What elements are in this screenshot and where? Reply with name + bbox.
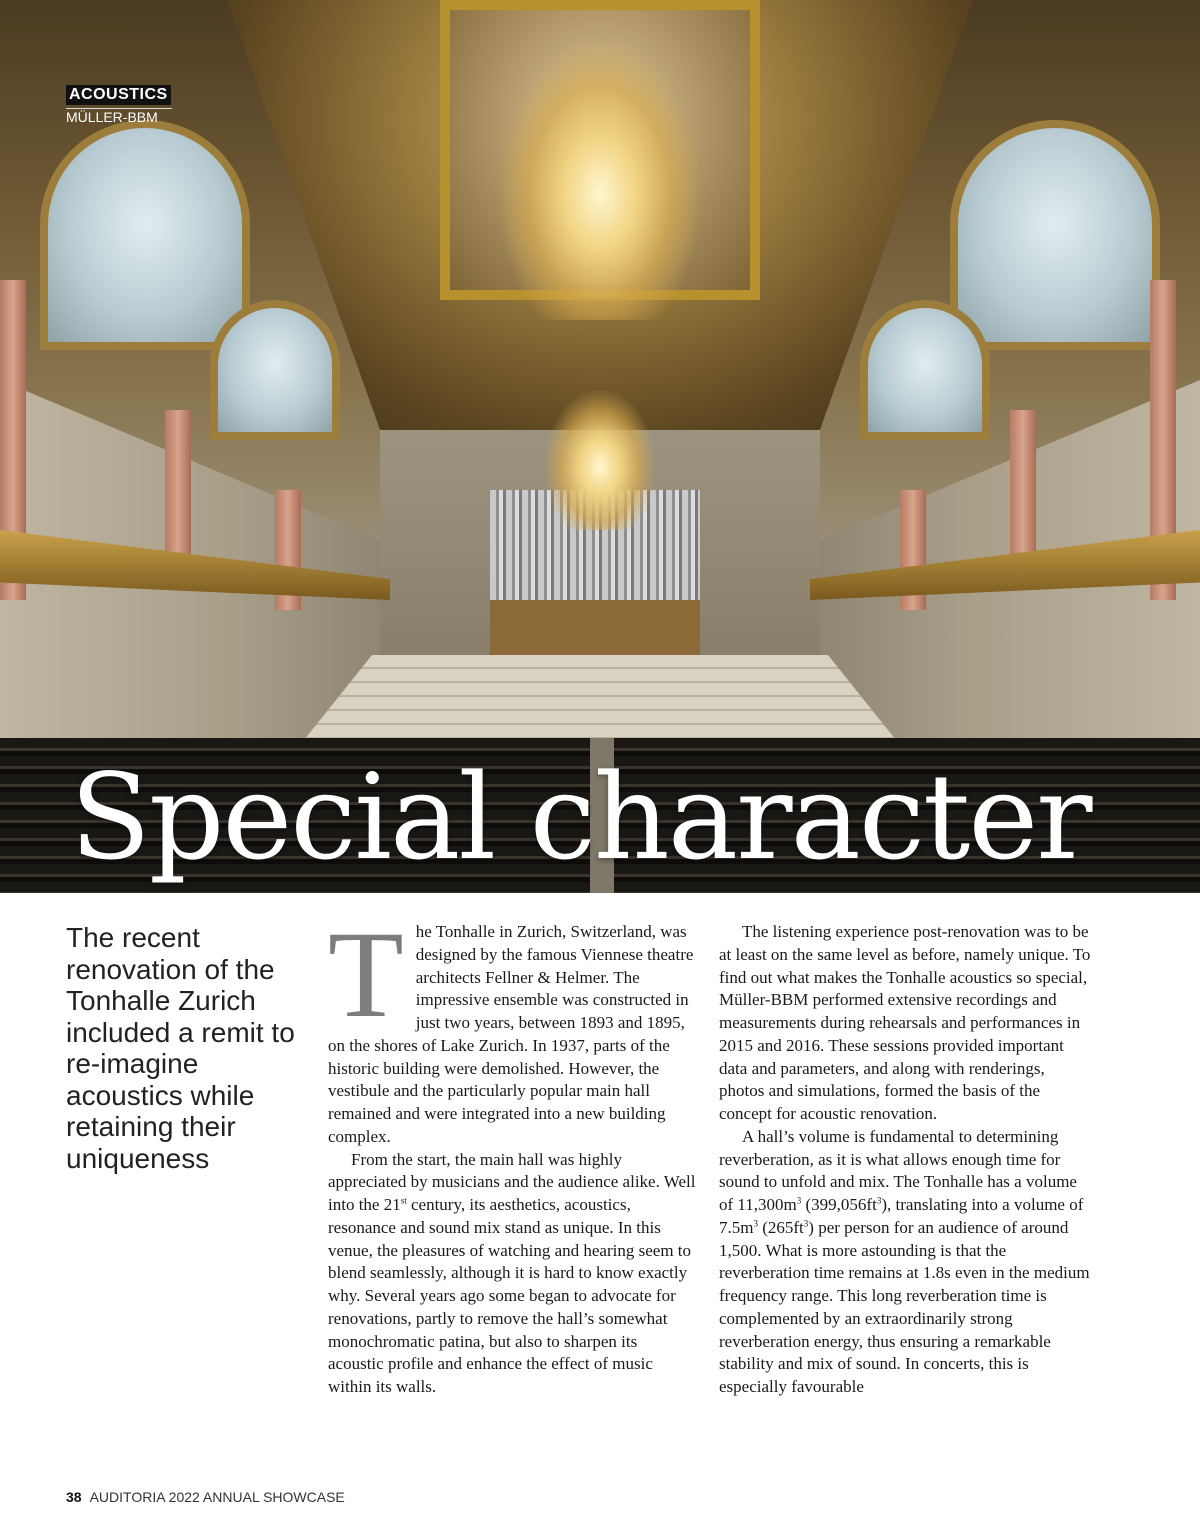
article-paragraph: A hall’s volume is fundamental to determining reverberation, as it is what allows enough time for sound to unfold and mix. The Tonhalle has a volume of $11,300m^3$ $(399,056ft^3)$, translating into a volume of $7.5m^3$ $(265ft^3)$ per person for an audience of around 1,500. What is more astounding is that the reverberation time remains at 1.8s even in the medium frequency range. This long reverberation time is complemented by an extraordinarily strong reverberation energy, thus ensuring a remarkable stability and mix of sound. In concerts, this is especially favourable [719,1126,1090,1396]
article-paragraph: From the start, the main hall was highly appreciated by musicians and the audience alike. Well into the 21st century, its aesthetics, acoustics, resonance and sound mix stand as unique. In this venue, the pleasures of watching and hearing seem to blend seamlessly, although it is hard to know exactly why. Several years ago some began to advocate for renovations, partly to remove the hall’s somewhat monochromatic patina, but also to sharpen its acoustic profile and enhance the effect of music within its walls. [328,1149,696,1396]
section-kicker: ACOUSTICS [66,85,171,105]
headline: Special character [70,748,1091,886]
chandelier [545,390,655,530]
organ-case [490,600,700,658]
standfirst: The recent renovation of the Tonhalle Zurich included a remit to re-imagine acoustics while retaining their uniqueness [66,922,295,1174]
page-number: 38 [66,1489,82,1505]
arched-window [950,120,1160,350]
article-paragraph: The listening experience post-renovation was to be at least on the same level as before, namely unique. To find out what makes the Tonhalle acoustics so special, Müller-BBM performed extensive recordings and measurements during rehearsals and performances in 2015 and 2016. These sessions provided important data and parameters, and along with renderings, photos and simulations, formed the basis of the concept for acoustic renovation. [719,922,1091,1123]
arched-window [40,120,250,350]
section-company: MÜLLER-BBM [66,108,172,125]
page-footer [66,1489,345,1505]
publication-name: AUDITORIA 2022 ANNUAL SHOWCASE [89,1489,345,1505]
stage-risers [300,655,900,745]
section-tag [66,85,172,125]
article-column-2 [719,921,1091,1399]
chandelier [500,40,700,320]
article-paragraph: The Tonhalle in Zurich, Switzerland, was designed by the famous Viennese theatre architects Fellner & Helmer. The impressive ensemble was constructed in just two years, between 1893 and 1895, on the shores of Lake Zurich. In 1937, parts of the historic building were demolished. However, the vestibule and the particularly popular main hall remained and were integrated into a new building complex. [328,906,694,1146]
drop-cap: T [328,906,404,1043]
arched-window [860,300,990,440]
article-column-1 [328,906,696,1399]
arched-window [210,300,340,440]
